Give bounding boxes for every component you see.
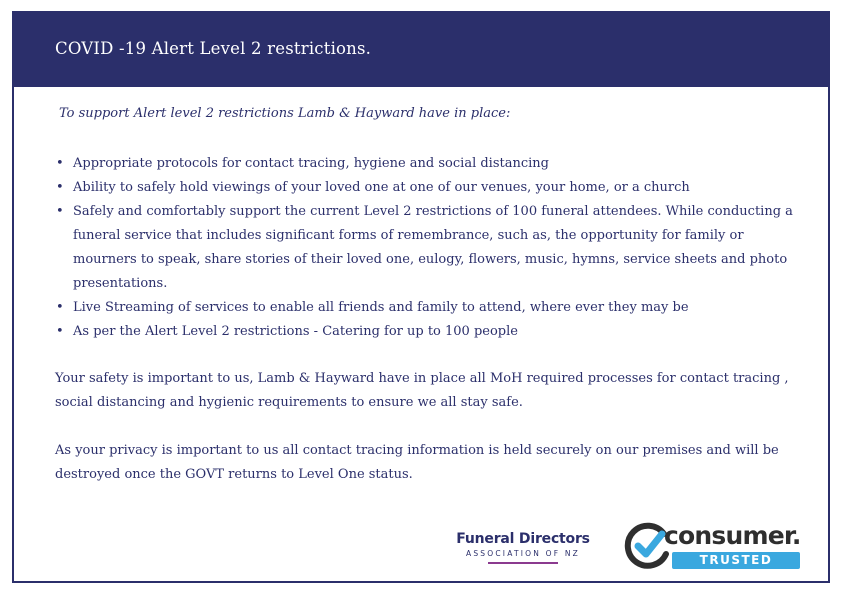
list-item-text: Safely and comfortably support the current Level 2 restrictions of 100 funeral attendees. While conducting a funeral service that includes significant forms of remembrance, such as, the opportunity for family or mourners to speak, share stories of their loved one, eulogy, flowers, music, hymns, service sheets and photo presentations. [73,204,793,291]
bullet-icon: • [56,156,64,171]
fd-logo-underline [488,562,558,564]
bullet-icon: • [56,324,64,339]
funeral-directors-logo [450,531,596,564]
fd-logo-title: Funeral Directors [456,531,590,547]
privacy-paragraph: As your privacy is important to us all contact tracing information is held securely on our premises and will be destroyed once the GOVT returns to Level One status. [55,443,779,482]
measures-list [55,152,800,344]
list-item-text: As per the Alert Level 2 restrictions - Catering for up to 100 people [73,324,518,339]
page-title: COVID -19 Alert Level 2 restrictions. [55,39,372,58]
consumer-wordmark: consumer. [664,521,801,550]
list-item-text: Appropriate protocols for contact tracing, hygiene and social distancing [73,156,549,171]
consumer-trusted-logo [624,520,804,572]
list-item [55,176,800,200]
bullet-icon: • [56,180,64,195]
bullet-icon: • [56,204,64,219]
list-item [55,200,800,296]
safety-paragraph: Your safety is important to us, Lamb & Hayward have in place all MoH required processes for contact tracing , social distancing and hygienic requirements to ensure we all stay safe. [55,371,789,410]
list-item [55,296,800,320]
intro-text: To support Alert level 2 restrictions Lamb & Hayward have in place: [59,106,511,121]
list-item-text: Ability to safely hold viewings of your loved one at one of our venues, your home, or a church [73,180,690,195]
list-item-text: Live Streaming of services to enable all friends and family to attend, where ever they may be [73,300,689,315]
list-item [55,152,800,176]
bullet-icon: • [56,300,64,315]
trusted-badge: TRUSTED [672,552,800,569]
list-item [55,320,800,344]
fd-logo-subtitle: ASSOCIATION OF NZ [466,549,580,558]
